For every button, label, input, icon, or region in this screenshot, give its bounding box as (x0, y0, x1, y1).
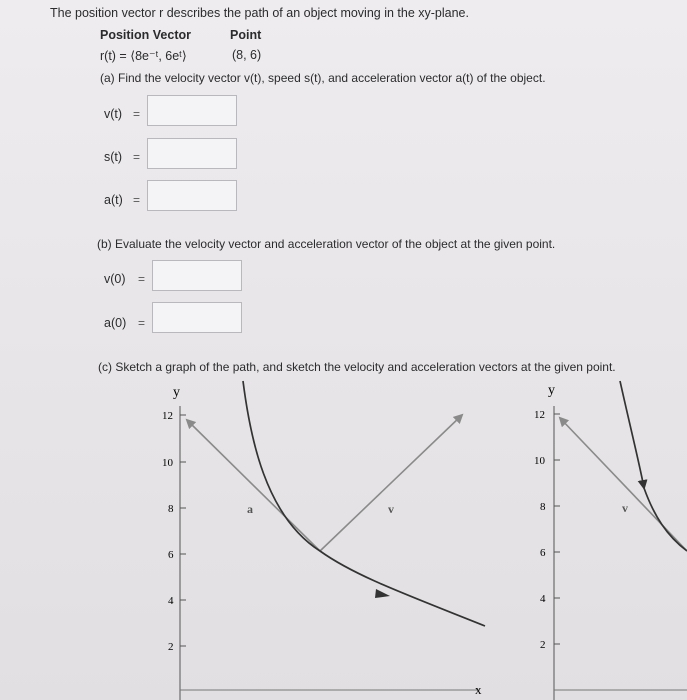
v-t-label: v(t) (104, 107, 123, 121)
left-curve-arrowhead (375, 589, 390, 598)
left-label-a: a (247, 502, 253, 516)
intro-text: The position vector r describes the path of an object moving in the xy-plane. (50, 6, 469, 20)
left-velocity-vector (320, 415, 462, 551)
a-t-answer-box[interactable] (147, 180, 237, 211)
v-0-answer-box[interactable] (152, 260, 242, 291)
left-tick-label-4: 4 (168, 595, 174, 607)
right-tick-label-8: 8 (540, 501, 546, 513)
left-path-curve (243, 381, 485, 626)
a-0-label: a(0) (104, 316, 127, 330)
right-label-v: v (622, 501, 628, 515)
v-t-equals: = (133, 107, 141, 121)
left-tick-label-8: 8 (168, 503, 174, 515)
left-tick-label-10: 10 (162, 457, 173, 469)
left-tick-label-6: 6 (168, 549, 174, 561)
a-t-label: a(t) (104, 193, 123, 207)
left-label-v: v (388, 502, 394, 516)
v-0-label: v(0) (104, 272, 126, 286)
position-vector-formula: r(t) = ⟨8e⁻ᵗ, 6eᵗ⟩ (100, 49, 187, 63)
left-tick-label-2: 2 (168, 641, 174, 653)
a-0-answer-box[interactable] (152, 302, 242, 333)
point-header: Point (230, 28, 262, 42)
a-0-equals: = (138, 316, 146, 330)
right-acceleration-vector (560, 418, 687, 551)
part-a-prompt: (a) Find the velocity vector v(t), speed s(t), and acceleration vector a(t) of the object. (100, 71, 546, 85)
a-t-equals: = (133, 193, 141, 207)
part-b-prompt: (b) Evaluate the velocity vector and acceleration vector of the object at the given point. (97, 237, 556, 251)
part-c-prompt: (c) Sketch a graph of the path, and sketch the velocity and acceleration vectors at the given point. (98, 360, 616, 374)
right-tick-label-4: 4 (540, 593, 546, 605)
right-path-curve (620, 381, 644, 488)
right-tick-label-10: 10 (534, 455, 545, 467)
right-graph (522, 376, 687, 700)
right-y-axis-label: y (548, 383, 555, 398)
s-t-answer-box[interactable] (147, 138, 237, 169)
right-path-curve-tail (644, 488, 687, 551)
position-vector-header: Position Vector (100, 28, 191, 42)
left-tick-label-12: 12 (162, 410, 173, 422)
s-t-label: s(t) (104, 150, 123, 164)
v-0-equals: = (138, 272, 146, 286)
left-y-axis-label: y (173, 385, 180, 400)
right-tick-label-6: 6 (540, 547, 546, 559)
s-t-equals: = (133, 150, 141, 164)
left-graph (140, 376, 500, 700)
left-x-axis-label: x (475, 682, 482, 697)
right-tick-label-2: 2 (540, 639, 546, 651)
right-tick-label-12: 12 (534, 409, 545, 421)
v-t-answer-box[interactable] (147, 95, 237, 126)
point-value: (8, 6) (232, 48, 262, 62)
